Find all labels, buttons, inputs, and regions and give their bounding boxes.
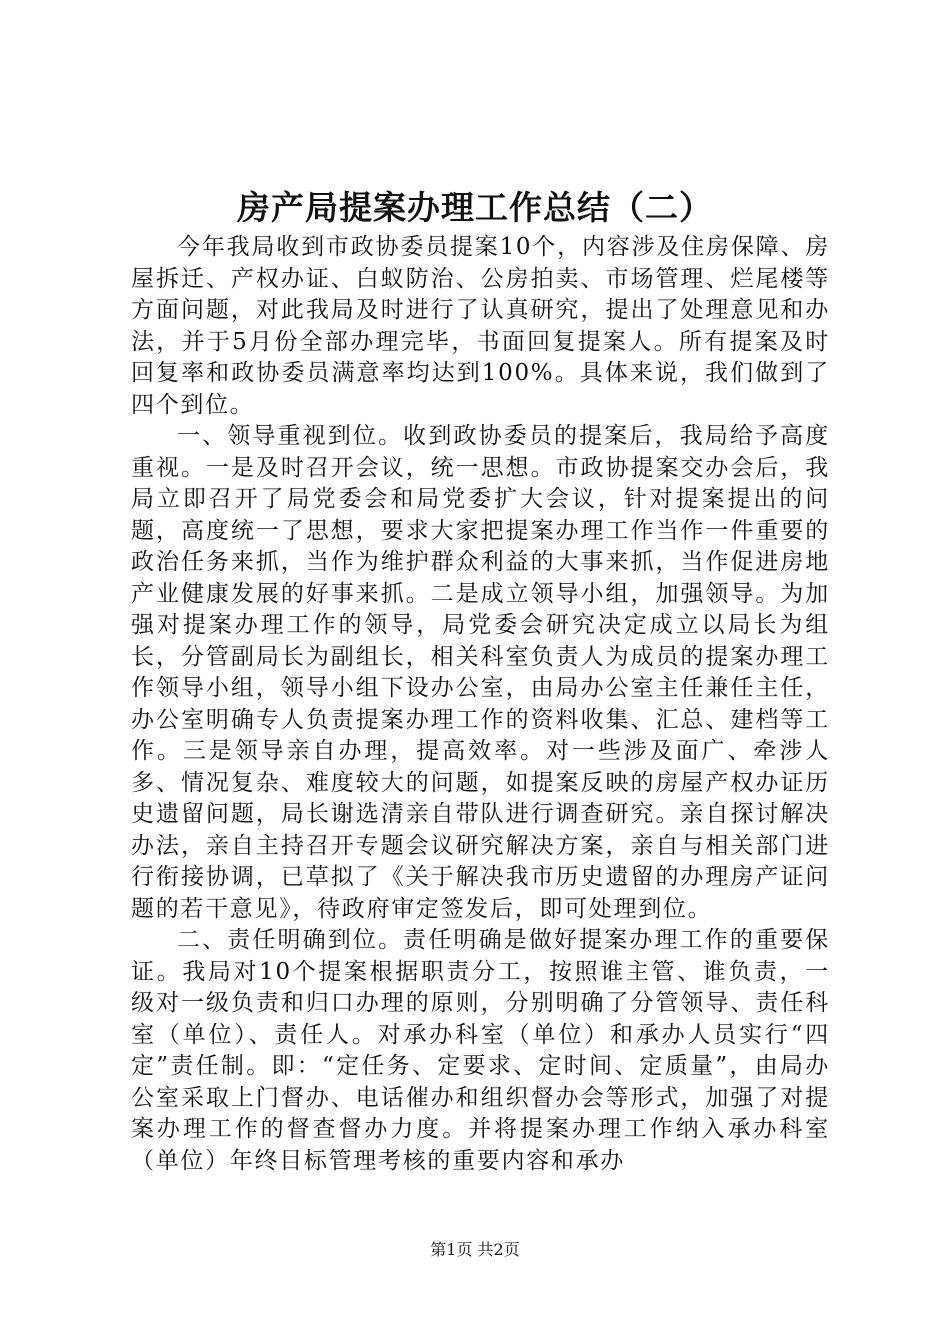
document-body (131, 232, 830, 1177)
paragraph-section-2: 二、责任明确到位。责任明确是做好提案办理工作的重要保证。我局对10个提案根据职责分工，按照谁主管、谁负责，一级对一级负责和归口办理的原则，分别明确了分管领导、责任科室（单位）、责任人。对承办科室（单位）和承办人员实行“四定”责任制。即：“定任务、定要求、定时间、定质量”，由局办公室采取上门督办、电话催办和组织督办会等形式，加强了对提案办理工作的督查督办力度。并将提案办理工作纳入承办科室（单位）年终目标管理考核的重要内容和承办 (131, 927, 830, 1174)
paragraph-section-1: 一、领导重视到位。收到政协委员的提案后，我局给予高度重视。一是及时召开会议，统一思想。市政协提案交办会后，我局立即召开了局党委会和局党委扩大会议，针对提案提出的问题，高度统一了思想，要求大家把提案办理工作当作一件重要的政治任务来抓，当作为维护群众利益的大事来抓，当作促进房地产业健康发展的好事来抓。二是成立领导小组，加强领导。为加强对提案办理工作的领导，局党委会研究决定成立以局长为组长，分管副局长为副组长，相关科室负责人为成员的提案办理工作领导小组，领导小组下设办公室，由局办公室主任兼任主任，办公室明确专人负责提案办理工作的资料收集、汇总、建档等工作。三是领导亲自办理，提高效率。对一些涉及面广、牵涉人多、情况复杂、难度较大的问题，如提案反映的房屋产权办证历史遗留问题，局长谢选清亲自带队进行调查研究。亲自探讨解决办法，亲自主持召开专题会议研究解决方案，亲自与相关部门进行衔接协调，已草拟了《关于解决我市历史遗留的办理房产证问题的若干意见》，待政府审定签发后，即可处理到位。 (131, 423, 830, 922)
document-title: 房产局提案办理工作总结（二） (237, 188, 713, 227)
paragraph-intro: 今年我局收到市政协委员提案10个，内容涉及住房保障、房屋拆迁、产权办证、白蚁防治、公房拍卖、市场管理、烂尾楼等方面问题，对此我局及时进行了认真研究，提出了处理意见和办法，并于5月份全部办理完毕，书面回复提案人。所有提案及时回复率和政协委员满意率均达到100%。具体来说，我们做到了四个到位。 (131, 234, 830, 418)
page-number-footer: 第1页 共2页 (430, 1240, 520, 1259)
